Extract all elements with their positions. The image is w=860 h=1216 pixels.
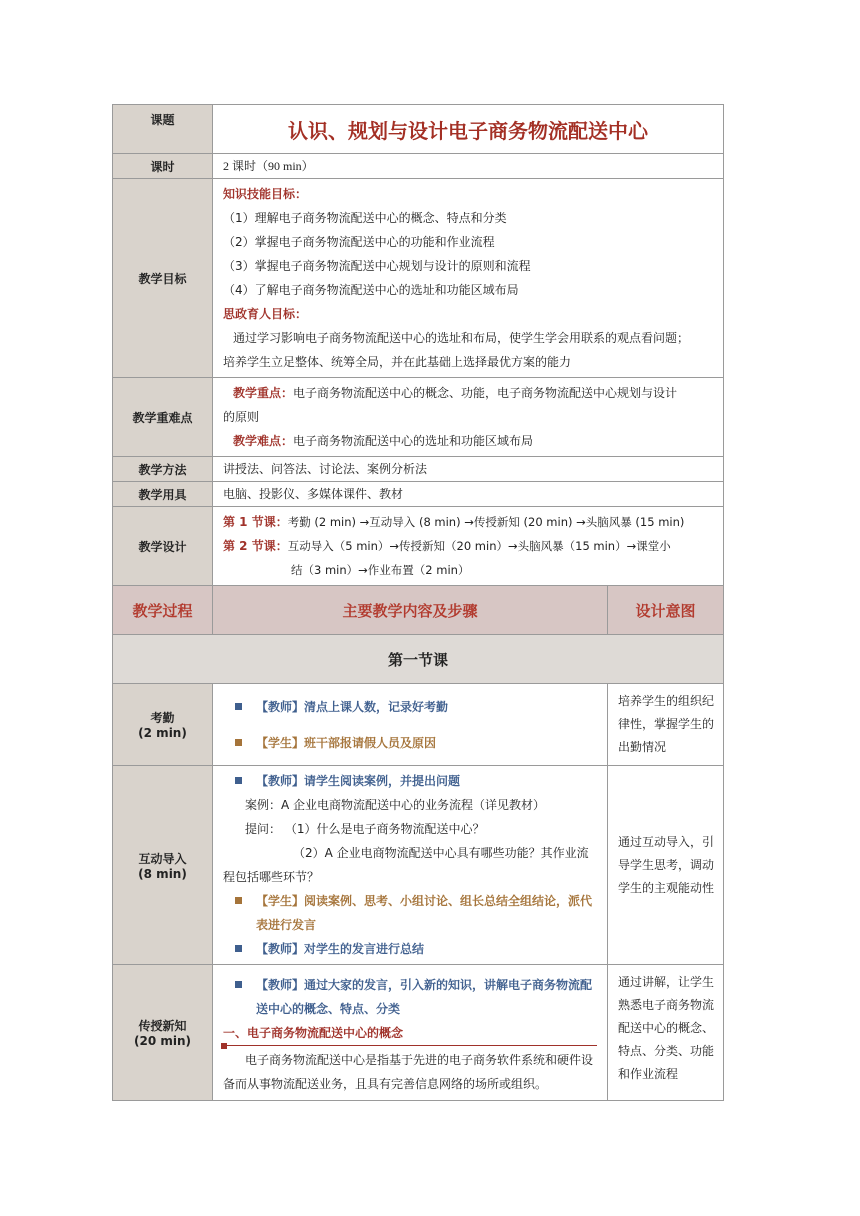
new-knowledge-content [213, 965, 608, 1101]
lesson2-text: 结（3 min）→作业布置（2 min） [291, 563, 470, 577]
objectives-content [213, 179, 724, 378]
key-points-content [213, 378, 724, 457]
process-header-intent: 设计意图 [608, 586, 724, 635]
tools-label: 教学用具 [113, 482, 213, 507]
lesson2-title: 第 2 节课： [223, 539, 288, 553]
section-title: 第一节课 [113, 635, 724, 684]
knowledge-title: 知识技能目标： [223, 187, 308, 201]
lesson1-text: 考勤 (2 min) →互动导入 (8 min) →传授新知 (20 min) →头脑风暴 (15 min) [287, 515, 685, 529]
difficult-text: 电子商务物流配送中心的选址和功能区域布局 [293, 434, 534, 448]
bullet-square-icon [235, 945, 242, 952]
bullet-square-icon [235, 739, 242, 746]
key-points-label: 教学重难点 [113, 378, 213, 457]
attendance-label: 考勤 [150, 711, 175, 725]
attendance-intent: 培养学生的组织纪律性，掌握学生的出勤情况 [608, 684, 724, 766]
lesson2-text: 互动导入（5 min）→传授新知（20 min）→头脑风暴（15 min）→课堂小 [287, 539, 671, 553]
ideology-text: 通过学习影响电子商务物流配送中心的选址和布局，使学生学会用联系的观点看问题； [233, 331, 690, 345]
knowledge-item: （4）了解电子商务物流配送中心的选址和功能区域布局 [223, 283, 519, 297]
topic-title: 认识、规划与设计电子商务物流配送中心 [213, 105, 724, 154]
process-header-stage: 教学过程 [113, 586, 213, 635]
bullet-square-icon [235, 981, 242, 988]
new-knowledge-teacher: 【教师】通过大家的发言，引入新的知识，讲解电子商务物流配送中心的概念、特点、分类 [256, 978, 593, 1016]
knowledge-item: （1）理解电子商务物流配送中心的概念、特点和分类 [223, 211, 507, 225]
attendance-content [213, 684, 608, 766]
question-2: 程包括哪些环节？ [223, 870, 320, 884]
design-label: 教学设计 [113, 507, 213, 586]
difficult-title: 教学难点： [233, 434, 294, 448]
new-knowledge-intent: 通过讲解，让学生熟悉电子商务物流配送中心的概念、特点、分类、功能和作业流程 [608, 965, 724, 1101]
interactive-teacher-summary: 【教师】对学生的发言进行总结 [256, 942, 425, 956]
new-knowledge-time: (20 min) [133, 1034, 191, 1048]
question-1: 提问： （1）什么是电子商务物流配送中心？ [245, 822, 485, 836]
key-text: 电子商务物流配送中心的概念、功能，电子商务物流配送中心规划与设计 [293, 386, 678, 400]
case-line: 案例：A 企业电商物流配送中心的业务流程（详见教材） [245, 798, 546, 812]
topic-label: 课题 [113, 105, 213, 154]
interactive-label: 互动导入 [138, 851, 187, 866]
heading-marker-icon [221, 1043, 227, 1049]
interactive-stage [113, 766, 213, 965]
bullet-square-icon [235, 897, 242, 904]
methods-value: 讲授法、问答法、讨论法、案例分析法 [213, 457, 724, 482]
hours-value: 2 课时（90 min） [213, 154, 724, 179]
interactive-content [213, 766, 608, 965]
interactive-time: (8 min) [138, 866, 187, 881]
question-2: （2）A 企业电商物流配送中心具有哪些功能？其作业流 [293, 846, 589, 860]
concept-paragraph: 电子商务物流配送中心是指基于先进的电子商务软件系统和硬件设备而从事物流配送业务，且具有完善信息网络的场所或组织。 [223, 1053, 594, 1091]
new-knowledge-stage [113, 965, 213, 1101]
bullet-square-icon [235, 777, 242, 784]
attendance-student: 【学生】班干部报请假人员及原因 [256, 735, 437, 750]
interactive-teacher: 【教师】请学生阅读案例，并提出问题 [256, 774, 461, 788]
bullet-square-icon [235, 703, 242, 710]
process-header-content: 主要教学内容及步骤 [213, 586, 608, 635]
attendance-time: (2 min) [138, 726, 187, 740]
attendance-teacher: 【教师】清点上课人数，记录好考勤 [256, 699, 449, 714]
interactive-intent: 通过互动导入，引导学生思考，调动学生的主观能动性 [608, 766, 724, 965]
tools-value: 电脑、投影仪、多媒体课件、教材 [213, 482, 724, 507]
concept-subheading: 一、电子商务物流配送中心的概念 [223, 1021, 597, 1046]
ideology-title: 思政育人目标： [223, 307, 308, 321]
hours-label: 课时 [113, 154, 213, 179]
lesson-plan [112, 104, 723, 1101]
methods-label: 教学方法 [113, 457, 213, 482]
knowledge-item: （3）掌握电子商务物流配送中心规划与设计的原则和流程 [223, 259, 531, 273]
key-title: 教学重点： [233, 386, 294, 400]
knowledge-item: （2）掌握电子商务物流配送中心的功能和作业流程 [223, 235, 495, 249]
objectives-label: 教学目标 [113, 179, 213, 378]
attendance-stage [113, 684, 213, 766]
interactive-student: 【学生】阅读案例、思考、小组讨论、组长总结全组结论，派代表进行发言 [256, 894, 593, 932]
design-content [213, 507, 724, 586]
lesson1-title: 第 1 节课： [223, 515, 288, 529]
lesson-plan-table [112, 104, 724, 1101]
new-knowledge-label: 传授新知 [138, 1019, 187, 1033]
ideology-text: 培养学生立足整体、统筹全局，并在此基础上选择最优方案的能力 [223, 355, 572, 369]
key-text: 的原则 [223, 410, 260, 424]
